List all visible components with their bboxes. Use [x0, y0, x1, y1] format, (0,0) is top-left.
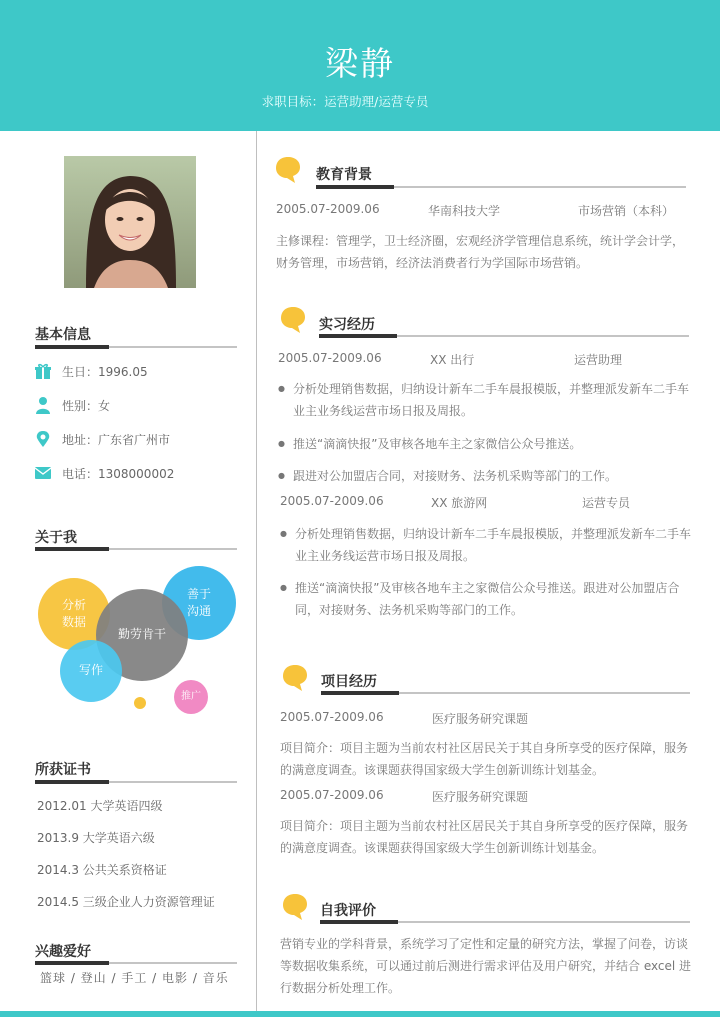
internship-title: 实习经历: [319, 317, 375, 333]
projects-title: 项目经历: [321, 674, 377, 690]
project-date: 2005.07-2009.06: [280, 710, 384, 724]
bubble-dot: [134, 697, 146, 709]
speech-bubble-icon: [280, 306, 306, 334]
gift-icon: [34, 362, 52, 380]
birthday-row: [34, 362, 148, 380]
education-major: 市场营销（本科）: [578, 204, 675, 218]
job-bullet: ● 跟进对公加盟店合同，对接财务、法务机采购等部门的工作。: [278, 465, 692, 487]
project-description: 项目简介：项目主题为当前农村社区居民关于其自身所享受的医疗保障，服务的满意度调查。该课题获得国家级大学生创新训练计划基金。: [280, 819, 689, 855]
hobby-title: 兴趣爱好: [35, 944, 91, 960]
education-date: 2005.07-2009.06: [276, 202, 380, 216]
envelope-icon: [34, 464, 52, 482]
address-row: [34, 430, 170, 448]
speech-bubble-icon: [275, 156, 301, 184]
education-school: 华南科技大学: [428, 204, 501, 218]
bubble-communication: 善于 沟通: [162, 566, 236, 640]
job-date: 2005.07-2009.06: [278, 351, 382, 365]
project-name: 医疗服务研究课题: [432, 790, 529, 804]
project-description: 项目简介：项目主题为当前农村社区居民关于其自身所享受的医疗保障，服务的满意度调查。该课题获得国家级大学生创新训练计划基金。: [280, 741, 689, 777]
self-eval-text: 营销专业的学科背景，系统学习了定性和定量的研究方法，掌握了问卷，访谈等数据收集系统，可以通过前后测进行需求评估及用户研究，并结合 excel 进行数据分析处理工作。: [280, 937, 692, 995]
education-courses: 主修课程：管理学，卫士经济圈，宏观经济学管理信息系统，统计学会计学，财务管理，市场营销，经济法消费者行为学国际市场营销。: [276, 234, 685, 270]
cert-item: 2012.01 大学英语四级: [37, 799, 163, 813]
job-company: XX 旅游网: [431, 496, 488, 510]
cert-item: 2014.5 三级企业人力资源管理证: [37, 895, 215, 909]
person-icon: [34, 396, 52, 414]
avatar: [64, 156, 196, 288]
job-goal: 求职目标：运营助理/运营专员: [261, 94, 429, 109]
job-bullet: ● 推送“滴滴快报”及审核各地车主之家微信公众号推送。跟进对公加盟店合同，对接财务、法务机采购等部门的工作。: [280, 577, 692, 621]
hobby-list: 篮球 / 登山 / 手工 / 电影 / 音乐: [40, 971, 229, 985]
projects-underline: [321, 692, 690, 694]
gender-text: 性别：女: [62, 398, 111, 413]
cert-title: 所获证书: [35, 762, 91, 778]
basic-info-underline: [35, 346, 237, 348]
cert-item: 2013.9 大学英语六级: [37, 831, 155, 845]
phone-text: 电话：1308000002: [62, 466, 175, 481]
job-bullet: ● 分析处理销售数据，归纳设计新车二手车晨报模版，并整理派发新车二手车业主业务线运营市场日报及周报。: [278, 378, 692, 422]
speech-bubble-icon: [282, 893, 308, 921]
bubble-analysis: 分析 数据: [38, 578, 110, 650]
project-name: 医疗服务研究课题: [432, 712, 529, 726]
internship-underline: [319, 335, 689, 337]
job-bullet: ● 分析处理销售数据，归纳设计新车二手车晨报模版，并整理派发新车二手车业主业务线运营市场日报及周报。: [280, 523, 692, 567]
candidate-name: 梁静: [325, 44, 395, 83]
birthday-text: 生日：1996.05: [62, 364, 148, 379]
cert-item: 2014.3 公共关系资格证: [37, 863, 167, 877]
about-title: 关于我: [35, 530, 77, 546]
self-eval-title: 自我评价: [320, 903, 376, 919]
address-text: 地址：广东省广州市: [62, 432, 171, 447]
hobby-underline: [35, 962, 237, 964]
job-role: 运营专员: [582, 496, 631, 510]
project-date: 2005.07-2009.06: [280, 788, 384, 802]
education-underline: [316, 186, 686, 188]
location-pin-icon: [34, 430, 52, 448]
column-divider: [256, 131, 257, 1011]
job-role: 运营助理: [574, 353, 623, 367]
job-date: 2005.07-2009.06: [280, 494, 384, 508]
bubble-writing: 写作: [60, 640, 122, 702]
education-title: 教育背景: [316, 167, 372, 183]
bubble-promotion: 推广: [174, 680, 208, 714]
self-eval-underline: [320, 921, 690, 923]
job-company: XX 出行: [430, 353, 475, 367]
header-banner: [0, 0, 720, 131]
speech-bubble-icon: [282, 664, 308, 692]
job-bullet: ● 推送“滴滴快报”及审核各地车主之家微信公众号推送。: [278, 433, 692, 455]
bubble-diligent: 勤劳肯干: [96, 589, 188, 681]
basic-info-title: 基本信息: [35, 327, 91, 343]
phone-row: [34, 464, 174, 482]
gender-row: [34, 396, 110, 414]
footer-bar: [0, 1011, 720, 1017]
about-underline: [35, 548, 237, 550]
cert-underline: [35, 781, 237, 783]
